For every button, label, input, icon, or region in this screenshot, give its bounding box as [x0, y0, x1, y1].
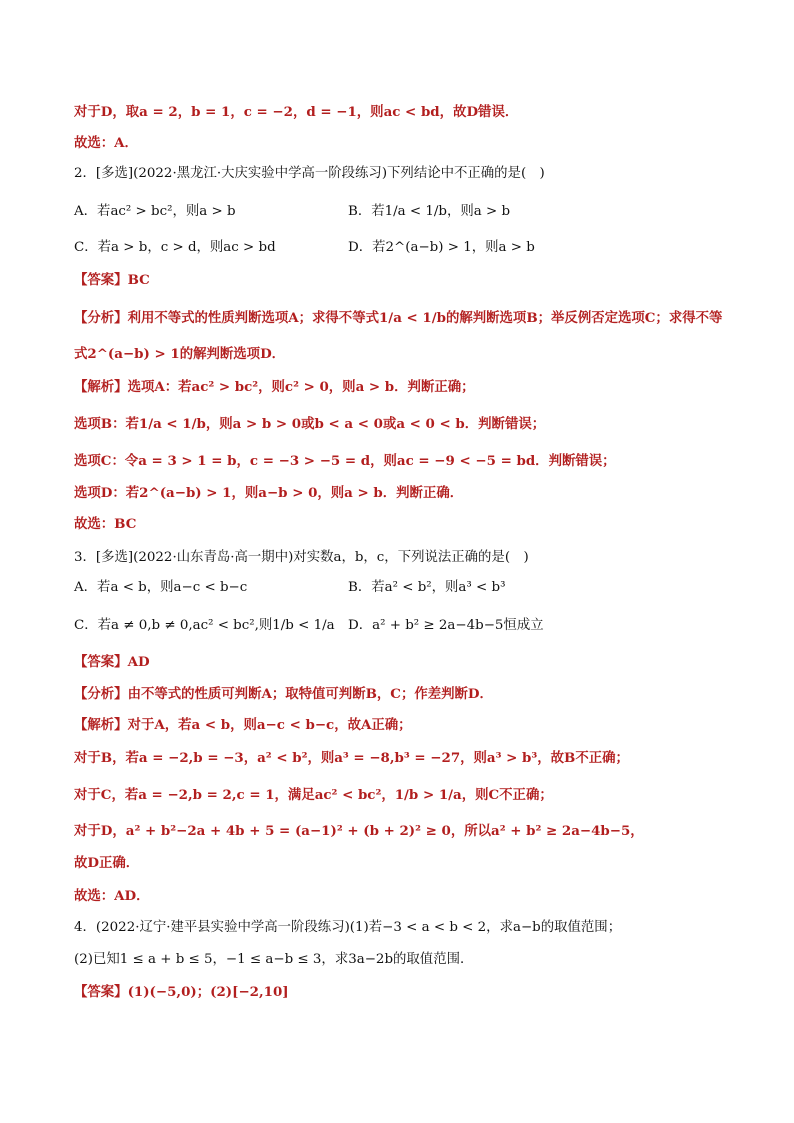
q2-stem: 2．[多选](2022·黑龙江·大庆实验中学高一阶段练习)下列结论中不正确的是( ) [74, 166, 545, 181]
q3-option-c: C．若a ≠ 0,b ≠ 0,ac² < bc²,则1/b < 1/a [74, 618, 335, 633]
q2-answer-value: BC [127, 272, 150, 288]
q3-solution-d-line-1: 对于D，a² + b²−2a + 4b + 5 = (a−1)² + (b + 2)² ≥ 0，所以a² + b² ≥ 2a−4b−5， [74, 823, 644, 839]
q2-analysis-line-1 [74, 308, 722, 328]
q2-option-c: C．若a > b，c > d，则ac > bd [74, 240, 276, 255]
q2-analysis-line-2: 式2^(a−b) > 1的解判断选项D． [74, 346, 286, 362]
q3-analysis-tag: 【分析】 [74, 686, 128, 702]
q2-choose: 故选：BC [74, 516, 137, 532]
q3-option-d: D．a² + b² ≥ 2a−4b−5恒成立 [348, 618, 544, 633]
q2-solution-a-text: 选项A：若ac² > bc²，则c² > 0，则a > b．判断正确； [127, 379, 475, 395]
q4-answer [74, 982, 289, 1002]
q3-choose: 故选：AD． [74, 888, 150, 904]
q4-answer-tag: 【答案】 [74, 984, 128, 1000]
prev-solution-d-line: 对于D，取a = 2，b = 1，c = −2，d = −1，则ac < bd，故D错误． [74, 104, 519, 120]
q4-answer-value: (1)(−5,0)；(2)[−2,10] [127, 984, 289, 1000]
q2-option-a: A．若ac² > bc²，则a > b [74, 204, 236, 219]
q3-solution-b: 对于B，若a = −2,b = −3，a² < b²，则a³ = −8,b³ = −27，则a³ > b³，故B不正确； [74, 750, 629, 766]
q2-analysis-tag: 【分析】 [74, 310, 128, 326]
q3-solution-tag: 【解析】 [74, 717, 128, 733]
prev-solution-choose: 故选：A． [74, 135, 138, 151]
q3-solution-c: 对于C，若a = −2,b = 2,c = 1，满足ac² < bc²，1/b > 1/a，则C不正确； [74, 787, 553, 803]
q3-answer [74, 652, 150, 672]
q3-solution-d-line-2: 故D正确． [74, 855, 140, 871]
q3-solution-a-text: 对于A，若a < b，则a−c < b−c，故A正确； [127, 717, 412, 733]
q3-answer-value: AD [127, 654, 150, 670]
q3-option-b: B．若a² < b²，则a³ < b³ [348, 580, 506, 595]
q2-analysis-text-1: 利用不等式的性质判断选项A；求得不等式1/a < 1/b的解判断选项B；举反例否定选项C；求得不等 [127, 310, 723, 326]
q2-solution-a [74, 377, 475, 397]
q2-answer-tag: 【答案】 [74, 272, 128, 288]
q4-stem-line-2: (2)已知1 ≤ a + b ≤ 5，−1 ≤ a−b ≤ 3，求3a−2b的取值范围． [74, 952, 474, 967]
q3-option-a: A．若a < b，则a−c < b−c [74, 580, 248, 595]
q3-answer-tag: 【答案】 [74, 654, 128, 670]
q2-solution-d: 选项D：若2^(a−b) > 1，则a−b > 0，则a > b．判断正确． [74, 485, 464, 501]
q2-solution-c: 选项C：令a = 3 > 1 = b，c = −3 > −5 = d，则ac = −9 < −5 = bd．判断错误； [74, 453, 616, 469]
q2-option-b: B．若1/a < 1/b，则a > b [348, 204, 511, 219]
q2-solution-tag: 【解析】 [74, 379, 128, 395]
q3-analysis [74, 684, 493, 704]
q2-option-d: D．若2^(a−b) > 1，则a > b [348, 240, 535, 255]
q4-stem-line-1: 4．(2022·辽宁·建平县实验中学高一阶段练习)(1)若−3 < a < b < 2，求a−b的取值范围； [74, 920, 622, 935]
q2-solution-b: 选项B：若1/a < 1/b，则a > b > 0或b < a < 0或a < 0 < b．判断错误； [74, 416, 546, 432]
q2-answer [74, 270, 150, 290]
q3-stem: 3．[多选](2022·山东青岛·高一期中)对实数a，b，c，下列说法正确的是( ) [74, 550, 529, 565]
q3-analysis-text: 由不等式的性质可判断A；取特值可判断B，C；作差判断D． [127, 686, 493, 702]
q3-solution-a [74, 715, 412, 735]
